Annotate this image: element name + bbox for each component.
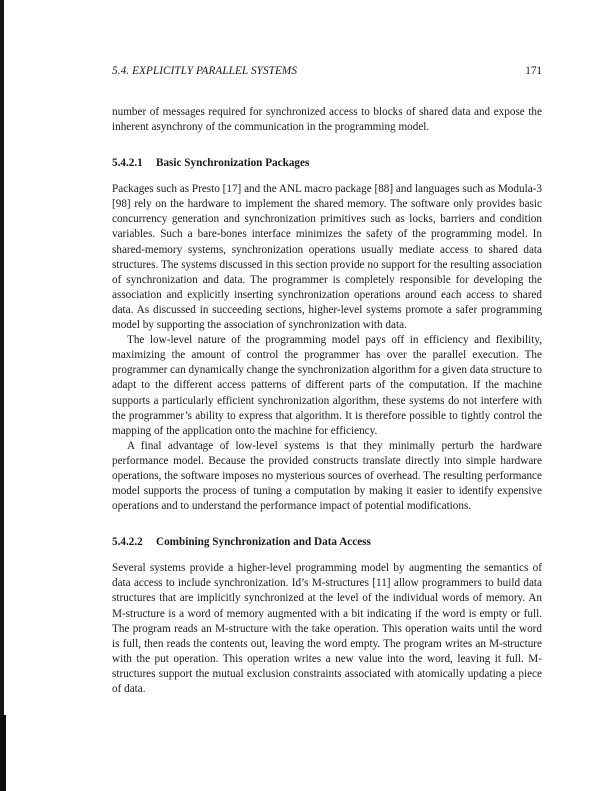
page-number: 171 [525,65,542,77]
section-heading-5-4-2-1 [112,156,542,171]
section-title: Basic Synchronization Packages [156,157,310,170]
section-title: Combining Synchronization and Data Access [156,536,371,549]
section-number: 5.4.2.1 [112,157,143,170]
scan-border-left-lower [0,715,6,791]
running-head-section: 5.4. EXPLICITLY PARALLEL SYSTEMS [112,65,298,77]
intro-paragraph: number of messages required for synchronized access to blocks of shared data and expose the inherent asynchrony of the communication in the programming model. [112,106,542,134]
paragraph: Several systems provide a higher-level programming model by augmenting the semantics of data access to include synchronization. Id’s M-structures [11] allow programmers to build data structures that are implicitly synchronized at the level of the individual words of memory. An M-structure is a word of memory augmented with a bit indicating if the word is empty or full. The program reads an M-structure with the take operation. This operation waits until the word is full, then reads the contents out, leaving the word empty. The program writes an M-structure with the put operation. This operation writes a new value into the word, leaving it full. M-structures support the mutual exclusion constraints associated with atomically updating a piece of data. [112,562,542,695]
page-body [112,64,542,697]
section-number: 5.4.2.2 [112,536,143,549]
paragraph: Packages such as Presto [17] and the ANL macro package [88] and languages such as Modula-3 [98] rely on the hardware to implement the shared memory. The software only provides basic concurrency generation and synchronization primitives such as locks, barriers and condition variables. Such a bare-bones interface minimizes the safety of the programming model. In shared-memory systems, synchronization operations usually mediate access to shared data structures. The systems discussed in this section provide no support for the resulting association of synchronization and data. The programmer is completely responsible for developing the association and explicitly inserting synchronization operations around each access to shared data. As discussed in succeeding sections, higher-level systems promote a safer programming model by supporting the association of synchronization with data. [112,183,542,332]
section-heading-5-4-2-2 [112,535,542,550]
paragraph: The low-level nature of the programming model pays off in efficiency and flexibility, maximizing the amount of control the programmer has over the parallel execution. The programmer can dynamically change the synchronization algorithm for a given data structure to adapt to the different access patterns of different parts of the computation. If the machine supports a particularly efficient synchronization algorithm, these systems do not interfere with the programmer’s ability to express that algorithm. It is therefore possible to tightly control the mapping of the application onto the machine for efficiency. [112,334,542,437]
paragraph: A final advantage of low-level systems is that they minimally perturb the hardware performance model. Because the provided constructs translate directly into simple hardware operations, the software imposes no mysterious sources of overhead. The resulting performance model supports the process of tuning a computation by making it easier to identify expensive operations and to understand the performance impact of potential modifications. [112,439,542,513]
running-head [112,64,542,78]
scan-border-left [0,0,4,791]
